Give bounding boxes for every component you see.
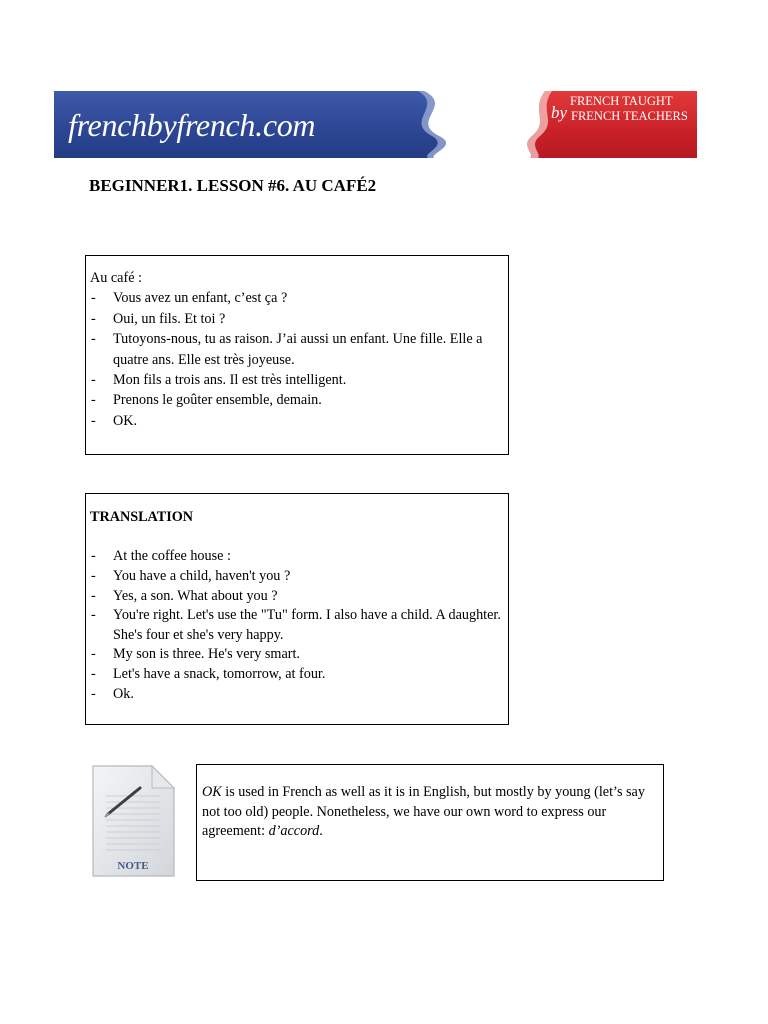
translation-line: - Yes, a son. What about you ? xyxy=(90,587,502,607)
note-term-daccord: d’accord xyxy=(268,823,320,840)
tagline-banner xyxy=(520,91,697,158)
site-name: frenchbyfrench.com xyxy=(68,107,316,143)
banner-wave-decoration xyxy=(404,91,468,158)
translation-heading: TRANSLATION xyxy=(90,509,194,525)
dialogue-box xyxy=(85,255,509,455)
note-text-end: . xyxy=(319,823,323,840)
translation-line: - Let's have a snack, tomorrow, at four. xyxy=(90,665,502,685)
note-icon-label: NOTE xyxy=(117,860,149,872)
lesson-title: BEGINNER1. LESSON #6. AU CAFÉ2 xyxy=(89,176,377,195)
dialogue-line: - Mon fils a trois ans. Il est très intelligent. xyxy=(90,370,502,390)
dialogue-intro: Au café : xyxy=(90,270,142,286)
translation-list xyxy=(90,547,502,704)
dialogue-line: - Oui, un fils. Et toi ? xyxy=(90,309,502,329)
note-term: OK xyxy=(202,784,222,800)
note-icon xyxy=(90,764,176,878)
translation-line: - Ok. xyxy=(90,685,502,705)
note-box xyxy=(196,764,664,881)
translation-line: - You have a child, haven't you ? xyxy=(90,567,502,587)
translation-line: - My son is three. He's very smart. xyxy=(90,645,502,665)
dialogue-line: - OK. xyxy=(90,411,502,431)
site-banner xyxy=(54,91,468,158)
translation-box xyxy=(85,493,509,725)
dialogue-line: - Vous avez un enfant, c’est ça ? xyxy=(90,288,502,308)
dialogue-list xyxy=(90,288,502,431)
translation-line: - At the coffee house : xyxy=(90,547,502,567)
note-text: is used in French as well as it is in English, but mostly by young (let’s say not too old) people. Nonetheless, we have our own word to express our agreement: xyxy=(202,784,645,840)
dialogue-line: - Prenons le goûter ensemble, demain. xyxy=(90,390,502,410)
tagline-line2: FRENCH TEACHERS xyxy=(571,109,688,123)
translation-line: - You're right. Let's use the "Tu" form. I also have a child. A daughter. She's four et she's very happy. xyxy=(90,606,502,645)
dialogue-line: - Tutoyons-nous, tu as raison. J’ai aussi un enfant. Une fille. Elle a quatre ans. Elle est très joyeuse. xyxy=(90,329,502,370)
tagline-by: by xyxy=(551,103,568,122)
tagline-line1: FRENCH TAUGHT xyxy=(570,94,673,108)
